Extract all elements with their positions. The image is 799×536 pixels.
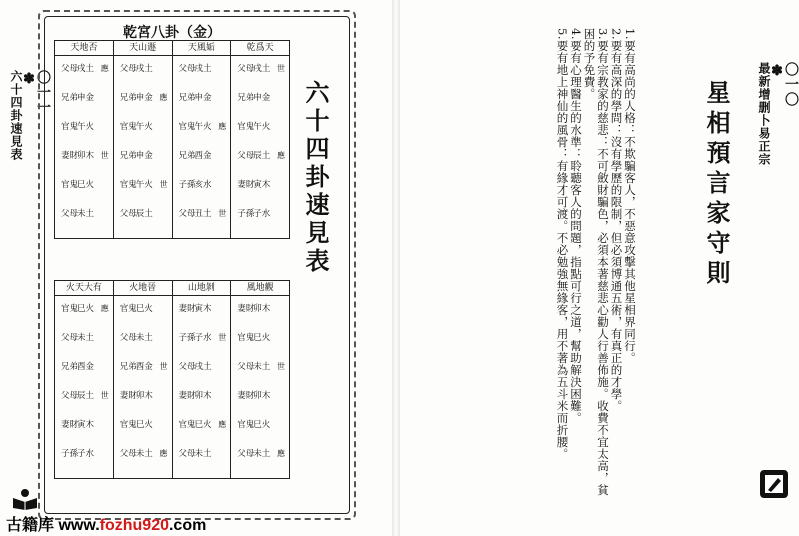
yao-relation: 官鬼: [237, 122, 255, 132]
yao-line: [55, 362, 113, 372]
hexagram-name: 天地否: [55, 41, 114, 56]
yao-relation: 父母: [237, 362, 255, 372]
yao-line: [231, 180, 289, 190]
yao-line: [114, 64, 172, 74]
yao-branch: 未土: [253, 362, 271, 372]
yao-branch: 午火: [135, 180, 153, 190]
hexagram-name: 山地剝: [172, 281, 231, 296]
yao-relation: 官鬼: [237, 420, 255, 430]
yao-relation: 妻財: [61, 151, 79, 161]
yao-line: [55, 391, 113, 401]
maxim-item: 4.要有心理醫生的水準：聆聽客人的問題，指點可行之道，幫助解決困難。: [569, 28, 583, 424]
yao-relation: 官鬼: [119, 304, 137, 314]
yao-branch: 未土: [77, 333, 95, 343]
yao-line: [173, 304, 231, 314]
yao-relation: 父母: [119, 449, 137, 459]
yao-relation: 父母: [237, 64, 255, 74]
yao-branch: 寅木: [77, 420, 95, 430]
yao-line: [55, 64, 113, 74]
hexagram-name: 火地晉: [113, 281, 172, 296]
yao-branch: 戌土: [194, 362, 212, 372]
yao-branch: 午火: [253, 122, 271, 132]
yao-relation: 官鬼: [178, 122, 196, 132]
yao-line: [55, 304, 113, 314]
yao-branch: 巳火: [135, 420, 153, 430]
yao-branch: 戌土: [194, 64, 212, 74]
hexagram-name: 天山遯: [113, 41, 172, 56]
yao-marker: 世: [159, 180, 168, 189]
yao-relation: 官鬼: [61, 304, 79, 314]
hexagram-name: 天風姤: [172, 41, 231, 56]
yao-marker: 世: [159, 362, 168, 371]
yao-line: [114, 122, 172, 132]
yao-relation: 兄弟: [119, 362, 137, 372]
yao-branch: 子水: [77, 449, 95, 459]
yao-line: [173, 449, 231, 459]
yao-branch: 寅木: [253, 180, 271, 190]
yao-relation: 兄弟: [61, 93, 79, 103]
yao-marker: 應: [277, 449, 285, 458]
yao-relation: 妻財: [237, 304, 255, 314]
hexagram-lines: [231, 56, 289, 238]
yao-relation: 父母: [178, 209, 196, 219]
yao-relation: 父母: [119, 333, 137, 343]
yao-line: [114, 180, 172, 190]
hexagram-table-top: [54, 40, 290, 239]
yao-relation: 子孫: [61, 449, 79, 459]
yao-branch: 申金: [253, 93, 271, 103]
yao-relation: 妻財: [237, 391, 255, 401]
header-ornament-icon: ✽: [21, 70, 37, 88]
yao-branch: 子水: [194, 333, 212, 343]
yao-line: [231, 122, 289, 132]
yao-line: [55, 209, 113, 219]
yao-branch: 未土: [135, 333, 153, 343]
yao-line: [55, 180, 113, 190]
yao-line: [231, 449, 289, 459]
hexagram-lines: [114, 56, 172, 238]
yao-line: [173, 180, 231, 190]
right-running-title: 最新增删卜易正宗: [757, 62, 771, 166]
yao-branch: 辰土: [135, 209, 153, 219]
yao-branch: 未土: [194, 449, 212, 459]
yao-marker: 世: [277, 362, 285, 371]
yao-branch: 酉金: [194, 151, 212, 161]
yao-branch: 未土: [135, 449, 153, 459]
book-reader-logo: [12, 488, 38, 510]
yao-branch: 酉金: [135, 362, 153, 372]
maxim-item: 3.要有宗教家的慈悲：不可斂財騙色，必須本著慈悲心勸人行善佈施。收費不宜太高，貧困的予免費。: [582, 28, 610, 496]
yao-line: [231, 151, 289, 161]
yao-line: [55, 93, 113, 103]
yao-branch: 辰土: [77, 391, 95, 401]
yao-branch: 卯木: [253, 391, 271, 401]
yao-branch: 辰土: [253, 151, 271, 161]
yao-marker: 世: [218, 209, 227, 218]
yao-branch: 子水: [253, 209, 271, 219]
left-running-title: 六十四卦速見表: [9, 70, 23, 161]
yao-branch: 戌土: [77, 64, 95, 74]
yao-marker: 世: [100, 151, 109, 160]
watermark: [4, 488, 214, 534]
yao-relation: 官鬼: [237, 333, 255, 343]
yao-line: [114, 304, 172, 314]
yao-branch: 寅木: [194, 304, 212, 314]
yao-relation: 官鬼: [119, 420, 137, 430]
yao-branch: 午火: [135, 122, 153, 132]
yao-branch: 午火: [77, 122, 95, 132]
yao-relation: 兄弟: [178, 151, 196, 161]
header-ornament-icon: ✽: [769, 62, 785, 80]
yao-line: [173, 122, 231, 132]
yao-marker: 應: [159, 93, 168, 102]
yao-relation: 兄弟: [119, 151, 137, 161]
yao-relation: 妻財: [237, 180, 255, 190]
yao-relation: 兄弟: [119, 93, 137, 103]
yao-line: [231, 64, 289, 74]
yao-branch: 巳火: [77, 304, 95, 314]
yao-marker: 世: [218, 333, 227, 342]
hexagram-name: 乾爲天: [231, 41, 290, 56]
yao-relation: 子孫: [178, 180, 196, 190]
yao-marker: 世: [100, 391, 109, 400]
yao-branch: 酉金: [77, 362, 95, 372]
yao-line: [114, 362, 172, 372]
maxim-item: 1.要有高尚的人格：不欺騙客人，不惡意攻擊其他星相界同行。: [623, 28, 637, 364]
yao-line: [173, 333, 231, 343]
yao-relation: 父母: [119, 209, 137, 219]
yao-relation: 父母: [178, 449, 196, 459]
yao-branch: 巳火: [194, 420, 212, 430]
palace-title: 乾宮八卦（金）: [123, 25, 221, 41]
hexagram-lines: [55, 296, 113, 478]
yao-marker: 應: [218, 122, 227, 131]
yao-line: [231, 391, 289, 401]
yao-branch: 申金: [135, 93, 153, 103]
maxims-list: [555, 28, 636, 498]
yao-relation: 妻財: [119, 391, 137, 401]
yao-line: [114, 420, 172, 430]
yao-line: [231, 304, 289, 314]
yao-line: [55, 333, 113, 343]
hexagram-lines: [55, 56, 113, 238]
hexagram-table-title: 六十四卦速見表: [301, 80, 330, 276]
left-page-number: 〇一一: [35, 70, 51, 115]
yao-branch: 卯木: [135, 391, 153, 401]
yao-line: [173, 64, 231, 74]
yao-branch: 卯木: [194, 391, 212, 401]
yao-line: [231, 333, 289, 343]
yao-line: [173, 93, 231, 103]
yao-branch: 巳火: [253, 420, 271, 430]
yao-relation: 父母: [119, 64, 137, 74]
yao-line: [231, 362, 289, 372]
yao-branch: 戌土: [135, 64, 153, 74]
yao-relation: 父母: [61, 64, 79, 74]
yao-line: [114, 209, 172, 219]
yao-branch: 申金: [77, 93, 95, 103]
yao-line: [55, 122, 113, 132]
maxim-item: 5.要有地上神仙的風骨：有緣才可渡。不必勉強無緣客，用不著為五斗米而折腰。: [555, 28, 570, 460]
yao-relation: 子孫: [237, 209, 255, 219]
yao-relation: 父母: [237, 449, 255, 459]
yao-branch: 巳火: [253, 333, 271, 343]
yao-relation: 兄弟: [178, 93, 196, 103]
yao-relation: 父母: [237, 151, 255, 161]
hexagram-name: 風地觀: [231, 281, 290, 296]
right-running-header: [758, 62, 798, 166]
yao-branch: 巳火: [77, 180, 95, 190]
yao-relation: 父母: [61, 209, 79, 219]
yao-marker: 應: [277, 151, 285, 160]
yao-branch: 卯木: [253, 304, 271, 314]
yao-branch: 申金: [135, 151, 153, 161]
yao-line: [173, 391, 231, 401]
yao-line: [231, 420, 289, 430]
yao-relation: 子孫: [178, 333, 196, 343]
yao-line: [173, 209, 231, 219]
yao-marker: 應: [218, 420, 227, 429]
yao-branch: 戌土: [253, 64, 271, 74]
yao-line: [114, 333, 172, 343]
yao-marker: 應: [100, 304, 109, 313]
yao-relation: 兄弟: [237, 93, 255, 103]
yao-relation: 官鬼: [119, 180, 137, 190]
yao-line: [114, 391, 172, 401]
right-page-number: 〇一〇: [783, 62, 799, 107]
yao-relation: 官鬼: [61, 122, 79, 132]
yao-line: [231, 93, 289, 103]
yao-marker: 應: [100, 64, 109, 73]
yao-relation: 父母: [61, 333, 79, 343]
yao-relation: 父母: [61, 391, 79, 401]
yao-line: [55, 449, 113, 459]
yao-line: [114, 151, 172, 161]
yao-branch: 未土: [253, 449, 271, 459]
hexagram-lines: [231, 296, 289, 478]
yao-line: [55, 151, 113, 161]
yao-marker: 世: [277, 64, 285, 73]
yao-marker: 應: [159, 449, 168, 458]
yao-branch: 申金: [194, 93, 212, 103]
yao-line: [114, 449, 172, 459]
yao-relation: 妻財: [61, 420, 79, 430]
book-gutter: [392, 0, 400, 536]
yao-relation: 父母: [178, 362, 196, 372]
yao-relation: 妻財: [178, 304, 196, 314]
pen-note-icon-graphic: [762, 472, 786, 496]
yao-line: [173, 151, 231, 161]
yao-relation: 父母: [178, 64, 196, 74]
maxim-item: 2.要有高深的學問：沒有學歷的限制，但必須博通五術，有真正的才學。: [609, 28, 624, 412]
yao-line: [114, 93, 172, 103]
maxims-title: 星相預言家守則: [702, 80, 731, 290]
yao-branch: 亥水: [194, 180, 212, 190]
yao-line: [231, 209, 289, 219]
yao-relation: 兄弟: [61, 362, 79, 372]
pen-note-icon: [760, 470, 788, 498]
yao-branch: 丑土: [194, 209, 212, 219]
yao-branch: 未土: [77, 209, 95, 219]
hexagram-table-bottom: [54, 280, 290, 479]
yao-line: [173, 420, 231, 430]
hexagram-lines: [173, 56, 231, 238]
yao-relation: 官鬼: [61, 180, 79, 190]
yao-relation: 官鬼: [178, 420, 196, 430]
hexagram-lines: [173, 296, 231, 478]
yao-line: [55, 420, 113, 430]
yao-relation: 妻財: [178, 391, 196, 401]
yao-branch: 卯木: [77, 151, 95, 161]
yao-line: [173, 362, 231, 372]
watermark-text: 古籍库 www.fozhu920.com: [6, 517, 207, 534]
yao-branch: 午火: [194, 122, 212, 132]
yao-relation: 官鬼: [119, 122, 137, 132]
hexagram-name: 火天大有: [55, 281, 114, 296]
hexagram-lines: [114, 296, 172, 478]
yao-branch: 巳火: [135, 304, 153, 314]
